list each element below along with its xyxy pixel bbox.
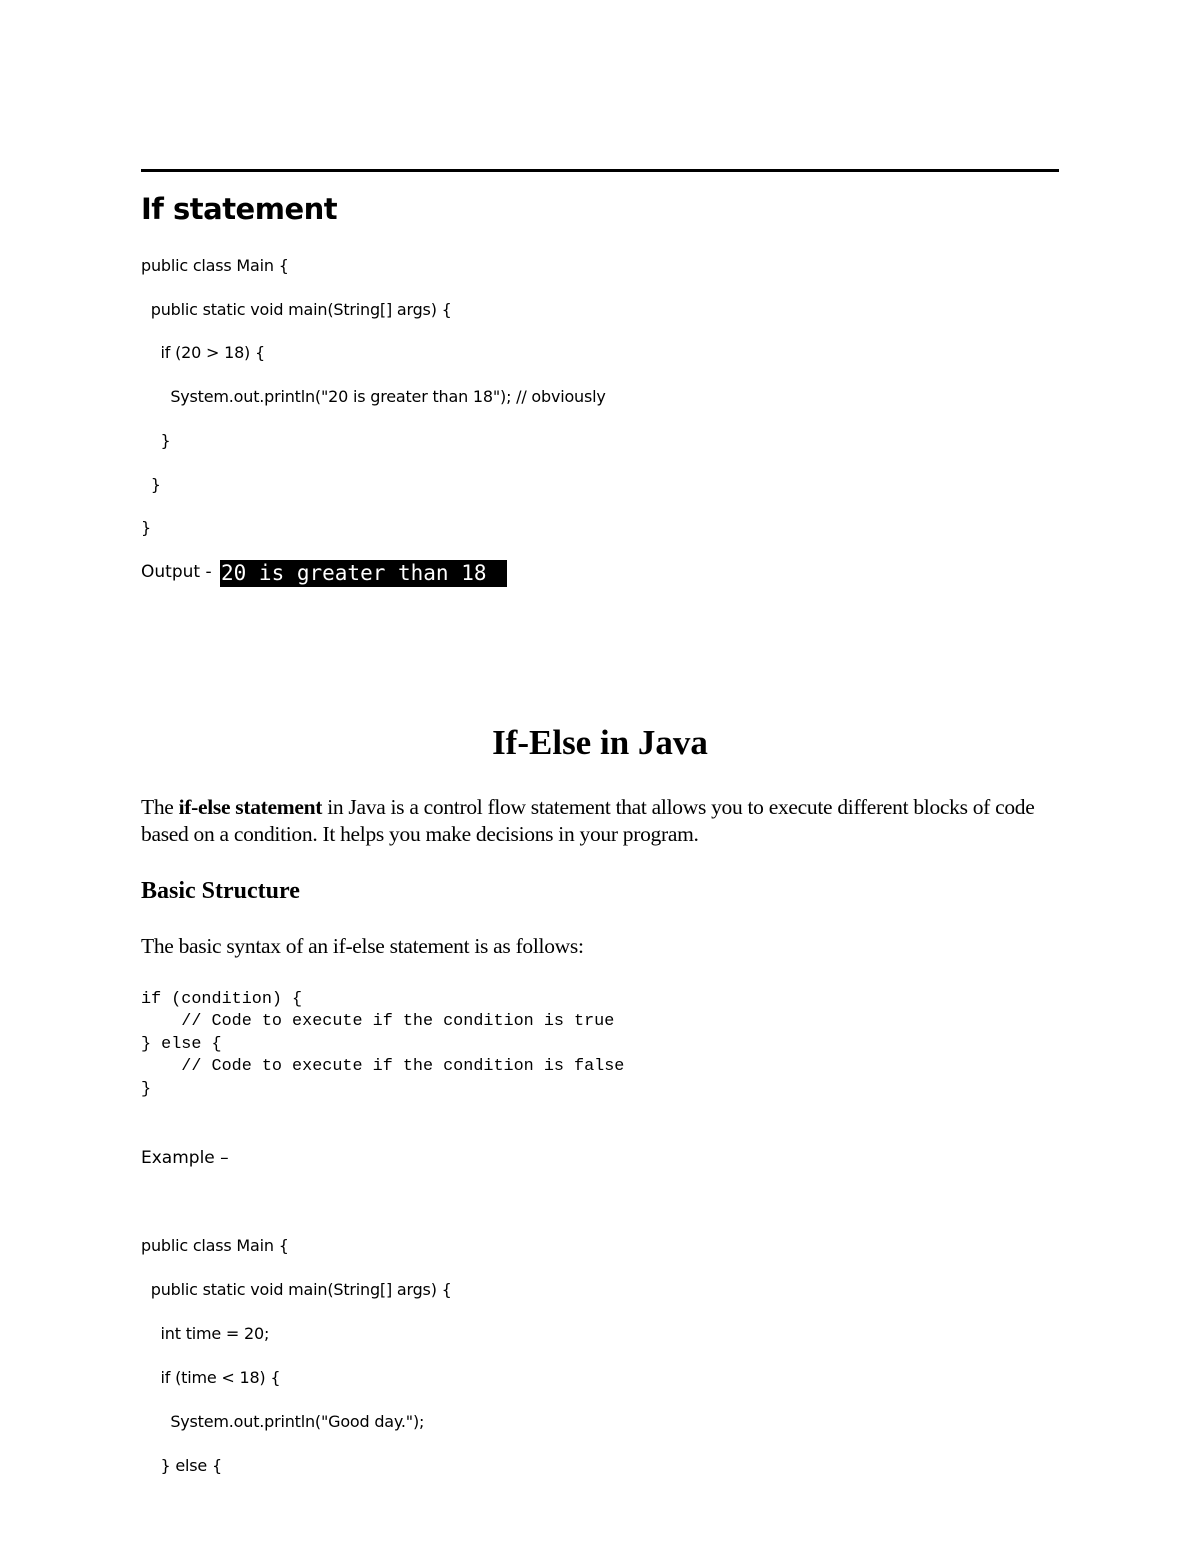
basic-structure-heading: Basic Structure [141,878,300,904]
code-line: } [141,431,171,450]
intro-bold-term: if-else statement [178,795,323,819]
code-line: System.out.println("20 is greater than 18"); // obviously [141,387,606,406]
syntax-code-block: if (condition) { // Code to execute if the condition is true } else { // Code to execute if the condition is false } [141,990,625,1099]
code-line: public static void main(String[] args) { [141,1280,452,1299]
output-value: 20 is greater than 18 [220,560,507,587]
code-line: public class Main { [141,256,289,275]
code-line: System.out.println("Good day."); [141,1412,425,1431]
code-line: public class Main { [141,1236,289,1255]
output-label: Output - [141,562,217,582]
if-else-heading: If-Else in Java [492,723,708,762]
intro-paragraph [141,794,1041,848]
code-line: } else { [141,1456,222,1475]
intro-suffix: in Java is a control flow statement that allows you to execute different blocks of code based on a condition. It helps you make decisions in your program. [141,795,1035,846]
code-line: if (time < 18) { [141,1368,281,1387]
code-line: int time = 20; [141,1324,270,1343]
code-line: if (20 > 18) { [141,343,265,362]
syntax-intro: The basic syntax of an if-else statement is as follows: [141,934,584,958]
horizontal-rule [141,169,1059,172]
code-line: } [141,475,161,494]
intro-prefix: The [141,795,179,819]
code-line: public static void main(String[] args) { [141,300,452,319]
code-line: } [141,518,151,537]
if-statement-heading: If statement [141,192,338,226]
example-label: Example – [141,1148,229,1168]
